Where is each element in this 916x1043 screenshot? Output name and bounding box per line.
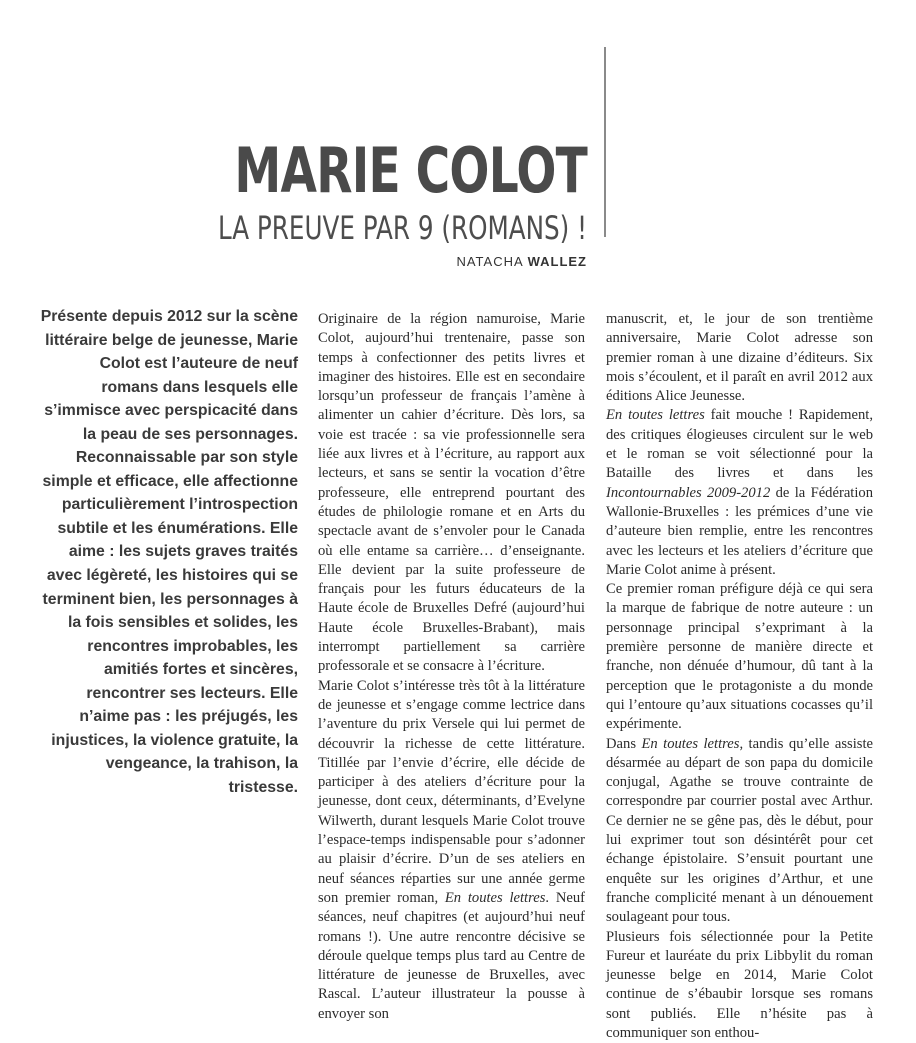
author-first-name: NATACHA — [456, 254, 522, 269]
book-title: En toutes lettres — [641, 736, 739, 752]
article-title: MARIE COLOT — [232, 134, 587, 208]
paragraph — [606, 310, 873, 406]
paragraph-text: Marie Colot s’intéresse très tôt à la littérature de jeunesse et s’engage comme lectrice dans l’aventure du prix Versele qui lui permet de découvrir la richesse de cette littérature. Titillée par l’envie d’écrire, elle décide de participer à des ateliers d’écriture pour la jeunesse, dont ceux, déterminants, d’Evelyne Wilwerth, durant lesquels Marie Colot trouve l’espace-temps indispensable pour s’adonner au plaisir d’écrire. D’un de ses ateliers en neuf séances réparties sur une année germe son premier roman, — [318, 678, 585, 906]
paragraph-text: Plusieurs fois sélectionnée pour la Petite Fureur et lauréate du prix Libbylit du roman jeunesse belge en 2014, Marie Colot continue de s’ébaubir lorsque ses romans sont publiés. Elle n’hésite pas à communiquer son enthou- — [606, 929, 873, 1041]
body-column-1 — [318, 310, 585, 1024]
paragraph-text: , tandis qu’elle assiste désarmée au départ de son papa du domicile conjugal, Agathe se trouve contrainte de correspondre par courrier postal avec Arthur. Ce dernier ne se gêne pas, dès le début, pour lui exprimer tout son désintérêt pour cet échange épistolaire. S’ensuit pourtant une enquête sur les origines d’Arthur, et une franche complicité menant à un dénouement soulageant pour tous. — [606, 736, 873, 926]
paragraph-text: Originaire de la région namuroise, Marie Colot, aujourd’hui trentenaire, passe son temps à confectionner des petits livres et imaginer des histoires. Elle est en secondaire lorsqu’un professeur de français l’amène à alimenter un cahier d’écriture. Dès lors, sa voie est tracée : sa vie professionnelle sera liée aux livres et à l’écriture, au rapport aux lecteurs, et sans se sentir la vocation d’être professeure, elle entreprend pourtant des études de philologie romane et en Arts du spectacle avant de s’envoler pour le Canada où elle entame sa carrière… d’enseignante. Elle devient par la suite professeure de français pour les futurs éducateurs de la Haute école de Bruxelles Defré (aujourd’hui Haute école Bruxelles-Brabant), mais interrompt partiellement sa carrière professorale et se consacre à l’écriture. — [318, 311, 585, 674]
paragraph-text: de la Fédération Wallonie-Bruxelles : les prémices d’une vie d’auteure bien remplie, entre les rencontres avec les lecteurs et les ateliers d’écriture que Marie Colot anime à présent. — [606, 485, 873, 578]
author-last-name: WALLEZ — [528, 254, 587, 269]
book-title: Incontournables 2009-2012 — [606, 485, 770, 501]
paragraph-text: manuscrit, et, le jour de son trentième anniversaire, Marie Colot adresse son premier roman à une dizaine d’éditeurs. Six mois s’écoulent, et il paraît en avril 2012 aux éditions Alice Jeunesse. — [606, 311, 873, 404]
intro-lead: Présente depuis 2012 sur la scène littéraire belge de jeunesse, Marie Colot est l’auteure de neuf romans dans lesquels elle s’immisce avec perspicacité dans la peau de ses personnages. Reconnaissable par son style simple et efficace, elle affectionne particulièrement l’introspection subtile et les énumérations. Elle aime : les sujets graves traités avec légèreté, les histoires qui se terminent bien, les personnages à la fois sensibles et solides, les rencontres improbables, les amitiés fortes et sincères, rencontrer ses lecteurs. Elle n’aime pas : les préjugés, les injustices, la violence gratuite, la vengeance, la trahison, la tristesse. — [40, 305, 298, 799]
paragraph-text: . Neuf séances, neuf chapitres (et aujourd’hui neuf romans !). Une autre rencontre décisive se déroule quelque temps plus tard au Centre de littérature de jeunesse de Bruxelles, avec Rascal. L’auteur illustrateur la pousse à envoyer son — [318, 890, 585, 1022]
paragraph — [606, 406, 873, 580]
book-title: En toutes lettres — [445, 890, 546, 906]
author-byline — [300, 254, 587, 269]
book-title: En toutes lettres — [606, 407, 705, 423]
article-subtitle: LA PREUVE PAR 9 (ROMANS) ! — [212, 208, 587, 248]
paragraph — [606, 735, 873, 928]
paragraph-text: fait mouche ! Rapidement, des critiques élogieuses circulent sur le web et le roman se voit sélectionné pour la Bataille des livres et dans les — [606, 407, 873, 481]
paragraph — [606, 580, 873, 734]
paragraph-text: Dans — [606, 736, 641, 752]
body-column-2 — [606, 310, 873, 1043]
paragraph — [318, 677, 585, 1024]
vertical-rule — [604, 47, 606, 237]
paragraph-text: Ce premier roman préfigure déjà ce qui sera la marque de fabrique de notre auteure : un personnage principal s’exprimant à la première personne de manière directe et franche, non dénuée d’humour, dû tant à la perception que le protagoniste a du monde qui l’entoure qu’aux situations cocasses qu’il expérimente. — [606, 581, 873, 732]
paragraph — [318, 310, 585, 677]
paragraph — [606, 928, 873, 1043]
